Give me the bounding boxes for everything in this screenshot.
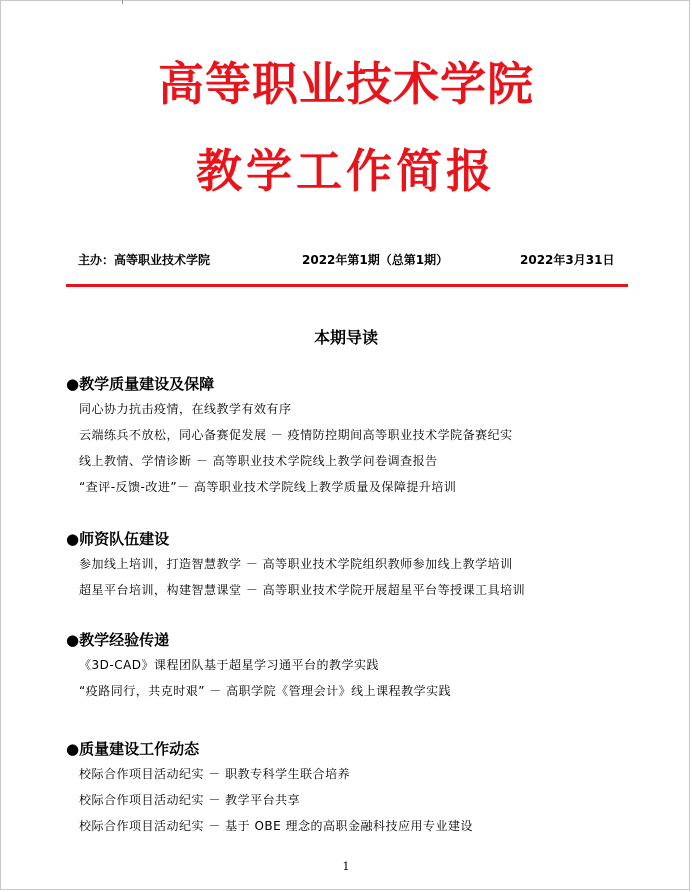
list-item[interactable]: 参加线上培训，打造智慧教学 － 高等职业技术学院组织教师参加线上教学培训 (79, 557, 513, 571)
list-item[interactable]: 校际合作项目活动纪实 － 教学平台共享 (79, 793, 301, 807)
section-heading: ●质量建设工作动态 (66, 740, 200, 758)
section-heading: ●师资队伍建设 (66, 530, 170, 548)
list-item[interactable]: 《3D-CAD》课程团队基于超星学习通平台的教学实践 (79, 658, 380, 672)
list-item[interactable]: 超星平台培训，构建智慧课堂 － 高等职业技术学院开展超星平台等授课工具培训 (79, 583, 526, 597)
red-divider (66, 284, 628, 287)
section-faculty (66, 530, 646, 608)
list-item[interactable]: 校际合作项目活动纪实 － 职教专科学生联合培养 (79, 767, 351, 781)
section-experience (66, 631, 646, 709)
section-heading: ●教学经验传递 (66, 631, 170, 649)
bulletin-title: 教学工作简报 (196, 144, 496, 198)
section-quality-news (66, 740, 646, 844)
list-item[interactable]: 云端练兵不放松，同心备赛促发展 － 疫情防控期间高等职业技术学院备赛纪实 (79, 428, 513, 442)
sponsor-label: 主办：高等职业技术学院 (78, 253, 211, 267)
list-item[interactable]: “疫路同行，共克时艰” － 高职学院《管理会计》线上课程教学实践 (79, 684, 452, 698)
section-heading: ●教学质量建设及保障 (66, 375, 215, 393)
page-number: 1 (342, 860, 350, 873)
list-item[interactable]: “查评-反馈-改进”－ 高等职业技术学院线上教学质量及保障提升培训 (79, 480, 457, 494)
date-label: 2022年3月31日 (520, 253, 615, 267)
list-item[interactable]: 线上教情、学情诊断 － 高等职业技术学院线上教学问卷调查报告 (79, 454, 438, 468)
list-item[interactable]: 校际合作项目活动纪实 － 基于 OBE 理念的高职金融科技应用专业建设 (79, 819, 474, 833)
section-teaching-quality (66, 375, 646, 505)
list-item[interactable]: 同心协力抗击疫情，在线教学有效有序 (79, 402, 292, 416)
guide-title: 本期导读 (313, 328, 378, 347)
corner-mark (122, 0, 123, 4)
issue-label: 2022年第1期（总第1期） (302, 253, 449, 267)
college-title: 高等职业技术学院 (158, 57, 534, 111)
